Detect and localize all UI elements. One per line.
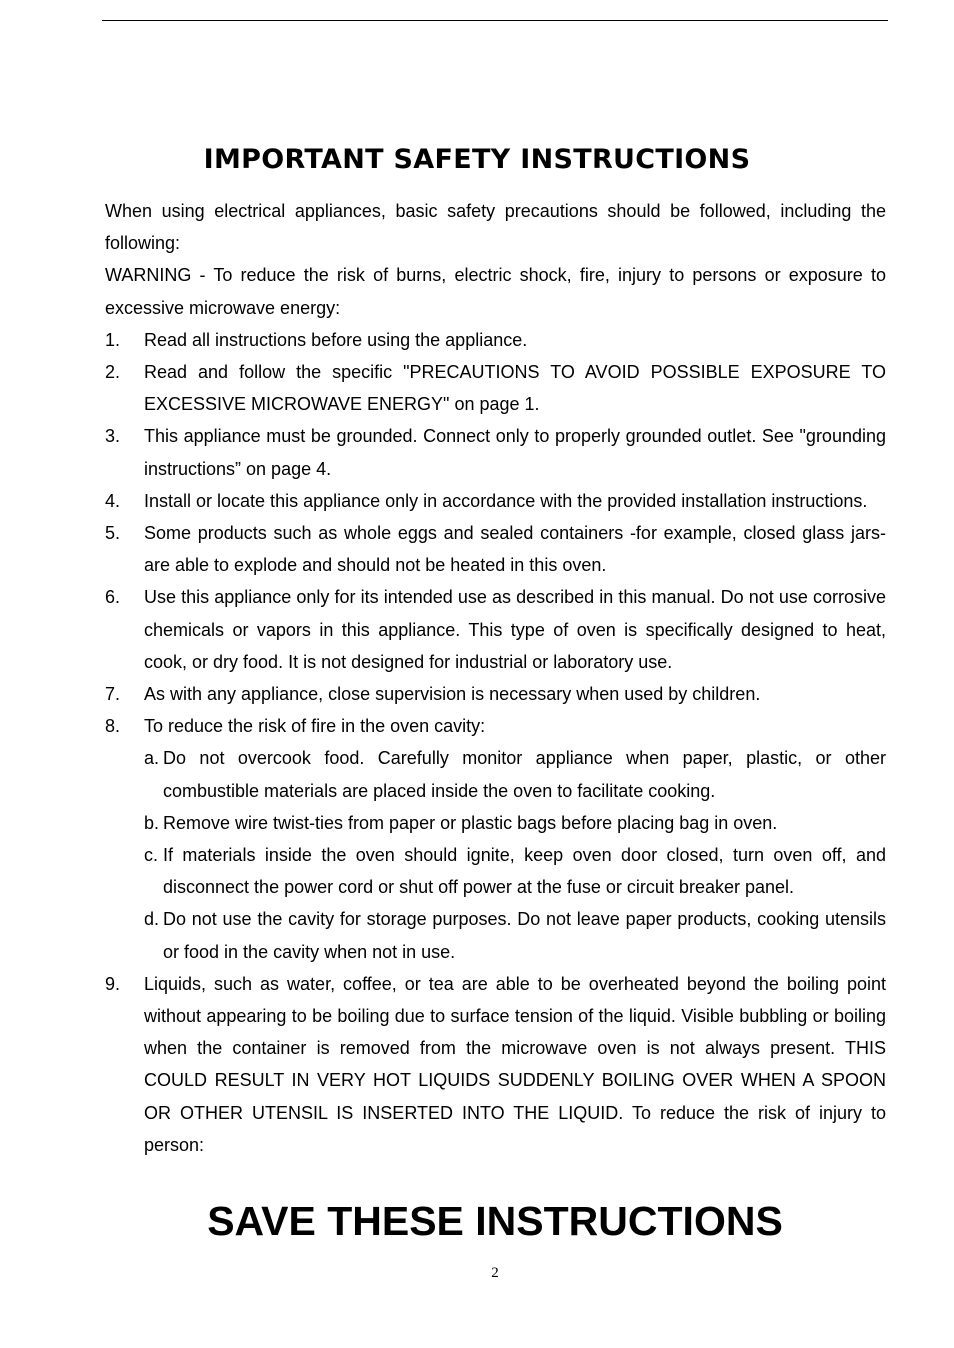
sub-item-letter: a. [144,748,160,769]
sub-list-item [105,903,886,967]
instructions-body [105,195,886,1161]
list-item [105,678,886,710]
list-item [105,581,886,678]
item-text: Liquids, such as water, coffee, or tea are able to be overheated beyond the boiling point without appearing to be boiling due to surface tension of the liquid. Visible bubbling or boiling when the container is removed from the microwave oven is not always present. THIS COULD RESULT IN VERY HOT LIQUIDS SUDDENLY BOILING OVER WHEN A SPOON OR OTHER UTENSIL IS INSERTED INTO THE LIQUID. To reduce the risk of injury to person: [144,973,886,1155]
item-number: 2. [105,362,121,383]
item-text: Some products such as whole eggs and sealed containers -for example, closed glass jars- are able to explode and should not be heated in this oven. [144,523,886,576]
item-text: Install or locate this appliance only in accordance with the provided installation instructions. [144,490,868,511]
list-item [105,710,886,742]
save-instructions-heading: SAVE THESE INSTRUCTIONS [207,1198,783,1244]
item-number: 6. [105,587,121,608]
header-rule [102,20,888,21]
sub-list-item [105,742,886,806]
item-text: Read and follow the specific "PRECAUTIONS TO AVOID POSSIBLE EXPOSURE TO EXCESSIVE MICROWAVE ENERGY" on page 1. [144,362,886,415]
item-text: This appliance must be grounded. Connect only to properly grounded outlet. See "grounding instructions” on page 4. [144,426,886,479]
item-number: 5. [105,523,121,544]
sub-item-letter: c. [144,845,159,866]
item-number: 9. [105,973,121,994]
list-item [105,485,886,517]
list-item [105,517,886,581]
list-item [105,324,886,356]
item-number: 4. [105,490,121,511]
warning-paragraph: WARNING - To reduce the risk of burns, electric shock, fire, injury to persons or exposure to excessive microwave energy: [105,265,886,318]
page-title: IMPORTANT SAFETY INSTRUCTIONS [203,144,751,175]
sub-item-letter: d. [144,909,160,930]
item-number: 1. [105,329,121,350]
sub-list-item [105,839,886,903]
item-number: 8. [105,716,121,737]
sub-item-text: If materials inside the oven should ignite, keep oven door closed, turn oven off, and disconnect the power cord or shut off power at the fuse or circuit breaker panel. [163,845,886,898]
item-text: As with any appliance, close supervision is necessary when used by children. [144,684,761,705]
item-text: To reduce the risk of fire in the oven cavity: [144,716,486,737]
sub-item-text: Do not overcook food. Carefully monitor appliance when paper, plastic, or other combustible materials are placed inside the oven to facilitate cooking. [163,748,886,801]
item-text: Read all instructions before using the appliance. [144,329,528,350]
sub-list-item [105,807,886,839]
list-item [105,420,886,484]
page-number: 2 [491,1265,499,1281]
item-number: 7. [105,684,121,705]
sub-item-text: Remove wire twist-ties from paper or plastic bags before placing bag in oven. [163,812,778,833]
list-item [105,968,886,1161]
sub-item-text: Do not use the cavity for storage purposes. Do not leave paper products, cooking utensils or food in the cavity when not in use. [163,909,886,962]
item-number: 3. [105,426,121,447]
sub-item-letter: b. [144,812,160,833]
intro-paragraph: When using electrical appliances, basic safety precautions should be followed, including the following: [105,201,886,254]
list-item [105,356,886,420]
item-text: Use this appliance only for its intended use as described in this manual. Do not use corrosive chemicals or vapors in this appliance. This type of oven is specifically designed to heat, cook, or dry food. It is not designed for industrial or laboratory use. [144,587,886,672]
